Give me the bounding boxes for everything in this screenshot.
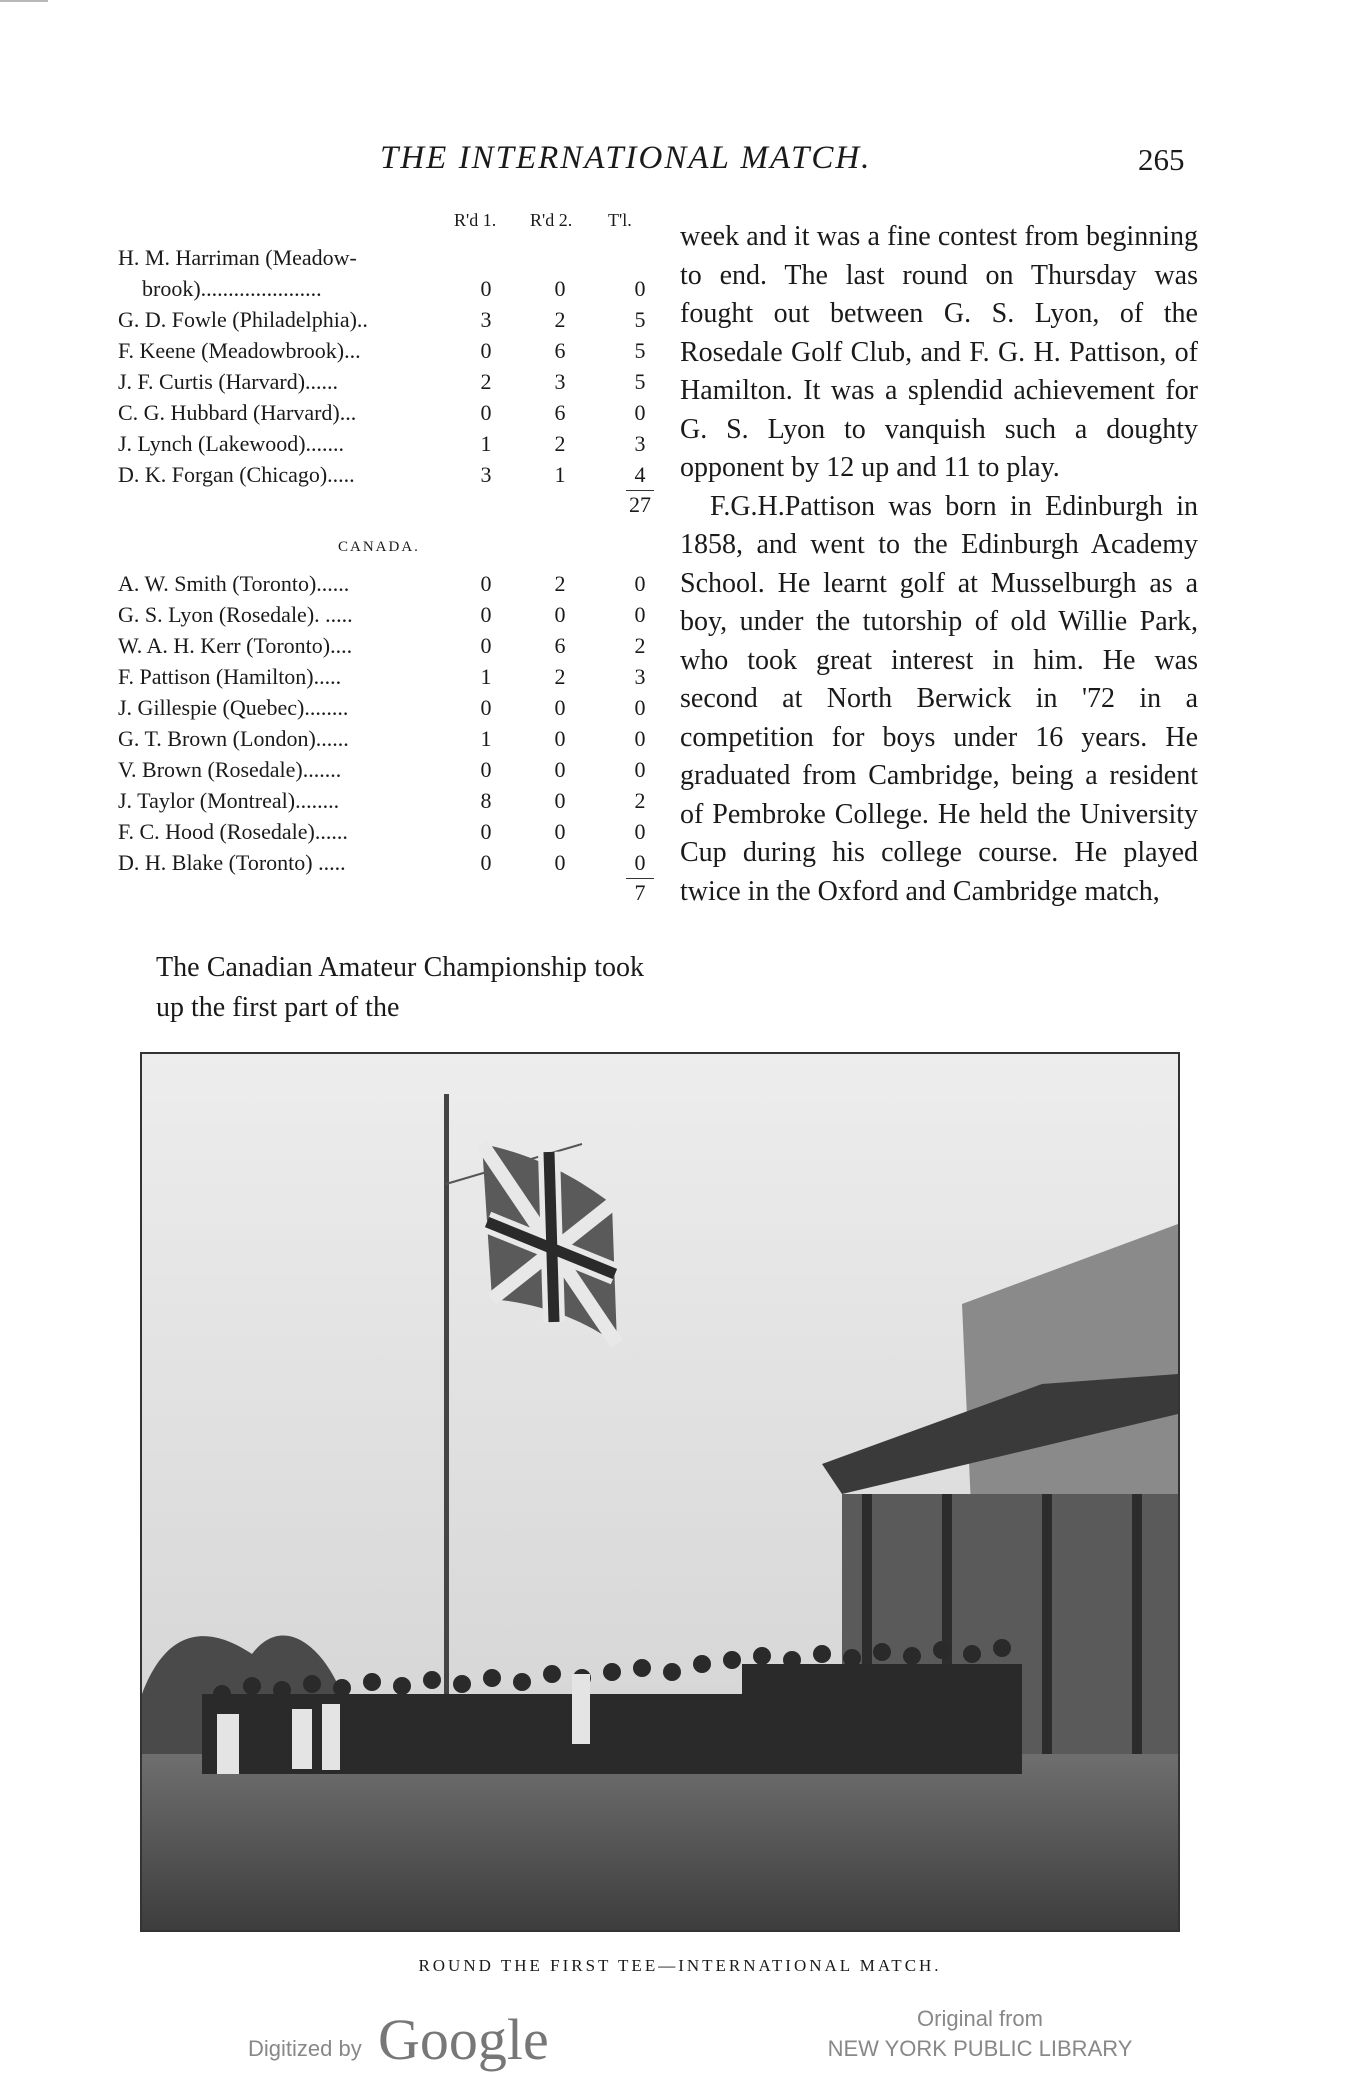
right-paragraph-2: F.G.H.Pattison was born in Edinburgh in 1858, and went to the Edinburgh Academy School. He learnt golf at Musselburgh as a boy, under the tutorship of old Willie Park, who took great interest in him. He was second at North Berwick in '72 in a competition for boys under 16 years. He graduated from Cambridge, being a resident of Pembroke College. He held the University Cup during his college course. He played twice in the Oxford and Cambridge match, [680, 490, 1198, 907]
player-name: J. Gillespie (Quebec)........ [118, 695, 349, 720]
round-2-score: 2 [554, 571, 566, 596]
canada-heading-text: CANADA. [338, 539, 420, 555]
round-1-score: 0 [480, 819, 492, 844]
round-2-score: 6 [554, 338, 566, 363]
round-1-score: 3 [480, 462, 492, 487]
round-2-score: 1 [554, 462, 566, 487]
total-score: 0 [634, 757, 646, 782]
table-row [118, 599, 658, 630]
header-total: T'l. [608, 210, 632, 230]
library-name: NEW YORK PUBLIC LIBRARY [827, 2036, 1133, 2061]
table-row [118, 723, 658, 754]
total-score: 0 [634, 400, 646, 425]
united-states-total [118, 490, 658, 526]
round-1-score: 1 [480, 726, 492, 751]
player-name: G. D. Fowle (Philadelphia).. [118, 307, 368, 332]
table-row [118, 366, 658, 397]
round-2-score: 0 [554, 602, 566, 627]
table-row [118, 816, 658, 847]
table-row [118, 428, 658, 459]
total-score: 3 [634, 431, 646, 456]
round-1-score: 2 [480, 369, 492, 394]
left-paragraph: The Canadian Amateur Championship took up the first part of the [156, 952, 644, 1023]
total-score: 0 [634, 276, 646, 301]
player-name: brook)...................... [142, 276, 322, 301]
table-row [118, 630, 658, 661]
photograph-scene [142, 1054, 1178, 1930]
total-score: 0 [634, 850, 646, 875]
round-2-score: 0 [554, 788, 566, 813]
round-2-score: 2 [554, 307, 566, 332]
google-logo: Google [378, 2007, 549, 2072]
round-2-score: 0 [554, 757, 566, 782]
round-2-score: 0 [554, 850, 566, 875]
round-2-score: 2 [554, 431, 566, 456]
round-2-score: 2 [554, 664, 566, 689]
score-table-header [118, 210, 658, 242]
total-score: 2 [634, 633, 646, 658]
round-2-score: 0 [554, 695, 566, 720]
round-1-score: 0 [480, 602, 492, 627]
scan-edge-mark [0, 0, 48, 2]
table-row [118, 242, 658, 273]
round-1-score: 0 [480, 633, 492, 658]
header-round-1: R'd 1. [454, 210, 497, 230]
total-score: 3 [634, 664, 646, 689]
player-name: H. M. Harriman (Meadow- [118, 245, 357, 270]
right-paragraph-1: week and it was a fine contest from beginning to end. The last round on Thursday was fought out between G. S. Lyon, of the Rosedale Golf Club, and F. G. H. Pattison, of Hamilton. It was a splendid achievement for G. S. Lyon to vanquish such a doughty opponent by 12 up and 11 to play. [680, 221, 1198, 483]
player-name: J. F. Curtis (Harvard)...... [118, 369, 339, 394]
canada-total-value: 7 [634, 880, 646, 905]
right-column [680, 218, 1198, 911]
table-row [118, 273, 658, 304]
digitized-by: Digitized by [248, 2036, 362, 2061]
photo-caption: ROUND THE FIRST TEE—INTERNATIONAL MATCH. [418, 1956, 942, 1975]
total-score: 0 [634, 695, 646, 720]
photograph [140, 1052, 1180, 1932]
total-score: 0 [634, 726, 646, 751]
player-name: F. C. Hood (Rosedale)...... [118, 819, 348, 844]
table-row [118, 754, 658, 785]
original-from: Original from [917, 2006, 1043, 2031]
canada-rows [118, 568, 658, 878]
library-credit [780, 2004, 1180, 2064]
round-2-score: 0 [554, 276, 566, 301]
player-name: C. G. Hubbard (Harvard)... [118, 400, 357, 425]
round-2-score: 6 [554, 400, 566, 425]
table-row [118, 847, 658, 878]
player-name: D. K. Forgan (Chicago)..... [118, 462, 355, 487]
player-name: G. S. Lyon (Rosedale). ..... [118, 602, 353, 627]
round-1-score: 1 [480, 431, 492, 456]
round-1-score: 0 [480, 571, 492, 596]
round-1-score: 0 [480, 276, 492, 301]
total-score: 0 [634, 602, 646, 627]
round-1-score: 0 [480, 695, 492, 720]
total-score: 2 [634, 788, 646, 813]
total-score: 0 [634, 819, 646, 844]
player-name: A. W. Smith (Toronto)...... [118, 571, 350, 596]
header-round-2: R'd 2. [530, 210, 573, 230]
table-row [118, 661, 658, 692]
round-1-score: 0 [480, 400, 492, 425]
table-row [118, 397, 658, 428]
united-states-rows [118, 242, 658, 490]
round-2-score: 0 [554, 726, 566, 751]
table-row [118, 568, 658, 599]
canada-total [118, 878, 658, 914]
player-name: F. Pattison (Hamilton)..... [118, 664, 342, 689]
player-name: V. Brown (Rosedale)....... [118, 757, 342, 782]
page-number: 265 [1138, 142, 1185, 177]
canada-heading [118, 526, 658, 568]
united-states-total-value: 27 [629, 492, 651, 517]
total-score: 0 [634, 571, 646, 596]
table-row [118, 785, 658, 816]
round-1-score: 8 [480, 788, 492, 813]
player-name: J. Taylor (Montreal)........ [118, 788, 340, 813]
total-score: 5 [634, 307, 646, 332]
round-1-score: 0 [480, 338, 492, 363]
total-score: 4 [634, 462, 646, 487]
player-name: J. Lynch (Lakewood)....... [118, 431, 345, 456]
round-1-score: 0 [480, 850, 492, 875]
round-2-score: 6 [554, 633, 566, 658]
total-score: 5 [634, 338, 646, 363]
round-2-score: 3 [554, 369, 566, 394]
total-score: 5 [634, 369, 646, 394]
player-name: G. T. Brown (London)...... [118, 726, 349, 751]
player-name: W. A. H. Kerr (Toronto).... [118, 633, 353, 658]
round-1-score: 1 [480, 664, 492, 689]
table-row [118, 692, 658, 723]
player-name: D. H. Blake (Toronto) ..... [118, 850, 346, 875]
player-name: F. Keene (Meadowbrook)... [118, 338, 361, 363]
table-row [118, 459, 658, 490]
table-row [118, 335, 658, 366]
round-1-score: 3 [480, 307, 492, 332]
score-table [118, 210, 658, 914]
lawn [142, 1754, 1178, 1930]
table-row [118, 304, 658, 335]
flagpole [444, 1094, 449, 1734]
round-1-score: 0 [480, 757, 492, 782]
running-head: THE INTERNATIONAL MATCH. [380, 140, 872, 176]
round-2-score: 0 [554, 819, 566, 844]
